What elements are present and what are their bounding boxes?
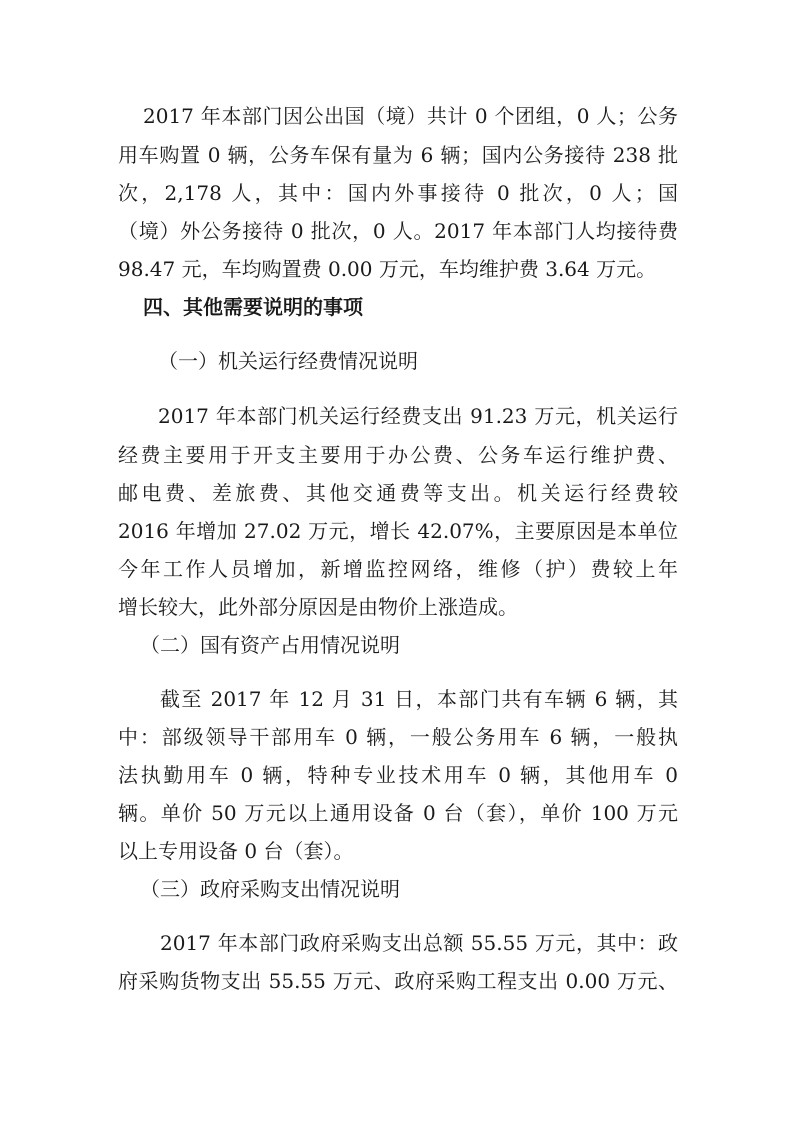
paragraph-line: 2017 年本部门因公出国（境）共计 0 个团组，0 人；公务 [143,104,678,128]
paragraph-line: 增长较大，此外部分原因是由物价上涨造成。 [118,595,518,619]
paragraph-line: 今年工作人员增加，新增监控网络，维修（护）费较上年 [118,557,678,581]
paragraph-line: 2017 年本部门政府采购支出总额 55.55 万元，其中：政 [160,931,678,955]
subsection-title: （三）政府采购支出情况说明 [140,877,400,901]
subsection-title: （一）机关运行经费情况说明 [158,349,418,373]
subsection-title: （二）国有资产占用情况说明 [140,633,400,657]
paragraph-line: 次，2,178 人，其中：国内外事接待 0 批次，0 人；国 [118,181,678,205]
paragraph-line: 截至 2017 年 12 月 31 日，本部门共有车辆 6 辆，其 [160,687,678,711]
paragraph-line: 中：部级领导干部用车 0 辆，一般公务用车 6 辆，一般执 [118,725,678,749]
paragraph-line: 2016 年增加 27.02 万元，增长 42.07%，主要原因是本单位 [118,519,678,543]
paragraph-line: 辆。单价 50 万元以上通用设备 0 台（套），单价 100 万元 [118,801,678,825]
paragraph-line: 98.47 元，车均购置费 0.00 万元，车均维护费 3.64 万元。 [118,257,657,281]
paragraph-line: 府采购货物支出 55.55 万元、政府采购工程支出 0.00 万元、 [118,969,678,993]
paragraph-line: 用车购置 0 辆，公务车保有量为 6 辆；国内公务接待 238 批 [118,143,678,167]
paragraph-line: 以上专用设备 0 台（套）。 [118,839,354,863]
paragraph-line: 法执勤用车 0 辆，特种专业技术用车 0 辆，其他用车 0 [118,763,678,787]
paragraph-line: 2017 年本部门机关运行经费支出 91.23 万元，机关运行 [158,404,678,428]
section-heading: 四、其他需要说明的事项 [143,295,363,319]
paragraph-line: 经费主要用于开支主要用于办公费、公务车运行维护费、 [118,443,678,467]
paragraph-line: 邮电费、差旅费、其他交通费等支出。机关运行经费较 [118,481,678,505]
paragraph-line: （境）外公务接待 0 批次，0 人。2017 年本部门人均接待费 [118,219,678,243]
